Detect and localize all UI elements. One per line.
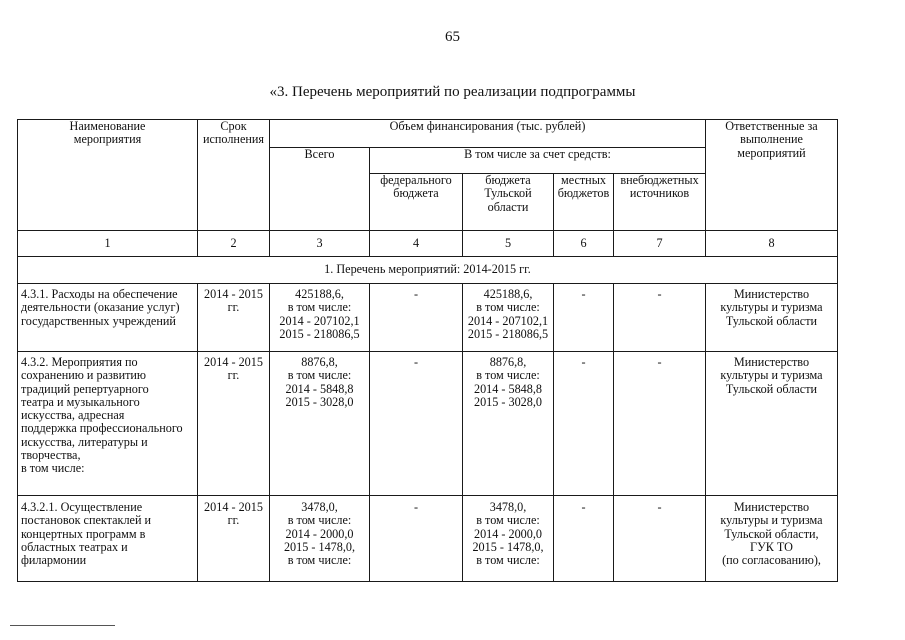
row-federal: - xyxy=(370,352,463,496)
row-regional: 8876,8, в том числе: 2014 - 5848,8 2015 - 3028,0 xyxy=(463,352,554,496)
row-federal: - xyxy=(370,284,463,352)
column-number: 5 xyxy=(463,231,554,257)
header-regional: бюджета Тульской области xyxy=(463,174,554,231)
column-number: 8 xyxy=(706,231,838,257)
header-federal: федерального бюджета xyxy=(370,174,463,231)
row-extra: - xyxy=(614,496,706,582)
row-extra: - xyxy=(614,284,706,352)
column-number: 2 xyxy=(198,231,270,257)
table-row xyxy=(18,352,838,496)
row-total: 425188,6, в том числе: 2014 - 207102,1 2015 - 218086,5 xyxy=(270,284,370,352)
column-number: 3 xyxy=(270,231,370,257)
header-local: местных бюджетов xyxy=(554,174,614,231)
row-name: 4.3.2.1. Осуществление постановок спектаклей и концертных программ в областных театрах и филармонии xyxy=(18,496,198,582)
row-responsible: Министерство культуры и туризма Тульской области, ГУК ТО (по согласованию), xyxy=(706,496,838,582)
row-regional: 3478,0, в том числе: 2014 - 2000,0 2015 - 1478,0, в том числе: xyxy=(463,496,554,582)
column-number: 4 xyxy=(370,231,463,257)
row-name: 4.3.1. Расходы на обеспечение деятельности (оказание услуг) государственных учреждений xyxy=(18,284,198,352)
header-extra: внебюджетных источников xyxy=(614,174,706,231)
column-numbers-row xyxy=(18,231,838,257)
row-term: 2014 - 2015 гг. xyxy=(198,352,270,496)
row-total: 8876,8, в том числе: 2014 - 5848,8 2015 - 3028,0 xyxy=(270,352,370,496)
column-number: 7 xyxy=(614,231,706,257)
row-local: - xyxy=(554,352,614,496)
header-term: Срок исполнения xyxy=(198,120,270,231)
section-title-row xyxy=(18,257,838,284)
header-total: Всего xyxy=(270,148,370,231)
row-term: 2014 - 2015 гг. xyxy=(198,496,270,582)
row-local: - xyxy=(554,496,614,582)
row-term: 2014 - 2015 гг. xyxy=(198,284,270,352)
table-row xyxy=(18,496,838,582)
activities-table xyxy=(17,119,838,582)
row-federal: - xyxy=(370,496,463,582)
column-number: 6 xyxy=(554,231,614,257)
row-total: 3478,0, в том числе: 2014 - 2000,0 2015 - 1478,0, в том числе: xyxy=(270,496,370,582)
column-number: 1 xyxy=(18,231,198,257)
page-number: 65 xyxy=(445,29,460,45)
row-name: 4.3.2. Мероприятия по сохранению и развитию традиций репертуарного театра и музыкального искусства, адресная поддержка профессионального искусства, литературы и творчества, в том числе: xyxy=(18,352,198,496)
row-extra: - xyxy=(614,352,706,496)
header-including: В том числе за счет средств: xyxy=(370,148,706,174)
document-title: «3. Перечень мероприятий по реализации подпрограммы xyxy=(269,84,636,100)
header-responsible: Ответственные за выполнение мероприятий xyxy=(706,120,838,231)
row-regional: 425188,6, в том числе: 2014 - 207102,1 2015 - 218086,5 xyxy=(463,284,554,352)
footnote-rule xyxy=(10,625,115,626)
table-row xyxy=(18,284,838,352)
section-title: 1. Перечень мероприятий: 2014-2015 гг. xyxy=(18,257,838,284)
row-responsible: Министерство культуры и туризма Тульской области xyxy=(706,284,838,352)
header-row-1 xyxy=(18,120,838,148)
row-local: - xyxy=(554,284,614,352)
row-responsible: Министерство культуры и туризма Тульской области xyxy=(706,352,838,496)
header-name: Наименование мероприятия xyxy=(18,120,198,231)
header-financing: Объем финансирования (тыс. рублей) xyxy=(270,120,706,148)
